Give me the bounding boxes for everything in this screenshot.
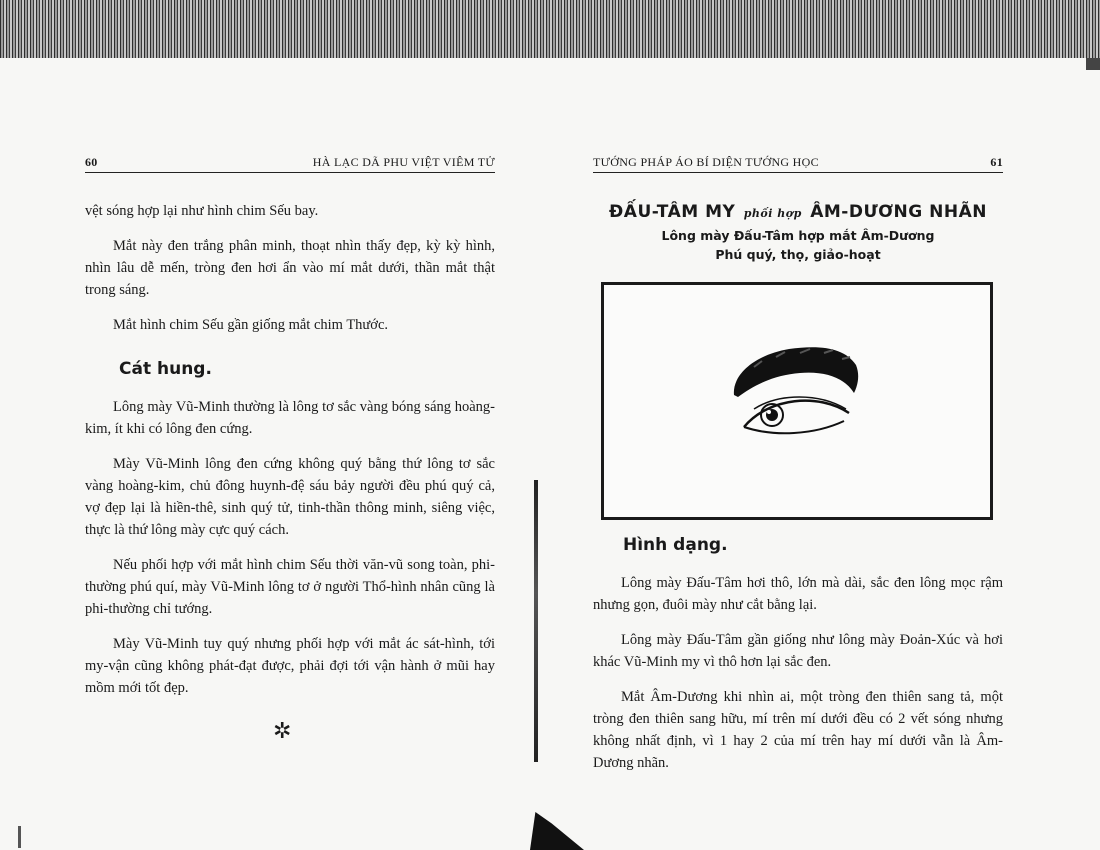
paragraph: Mắt hình chim Sếu gần giống mắt chim Thước. [113,317,389,333]
eyebrow-eye-illustration [604,285,990,517]
paragraph: Mày Vũ-Minh lông đen cứng không quý bằng thứ lông tơ sắc vàng hoàng-kim, chủ đông huynh-đệ sáu bảy người đều phú quý cả, vợ đẹp lại là hiền-thê, sinh quý tử, tinh-thần thông minh, siêng việc, thực là thứ lông mày cực quý cách. [85,456,495,538]
section-heading-hinh-dang: Hình dạng. [623,535,728,555]
chapter-subtitle-2: Phú quý, thọ, giảo-hoạt [715,247,881,262]
section-heading-cat-hung: Cát hung. [119,359,212,379]
spine-shadow [530,812,584,850]
right-running-head-title: TƯỚNG PHÁP ÁO BÍ DIỆN TƯỚNG HỌC [593,155,819,169]
paragraph: Lông mày Vũ-Minh thường là lông tơ sắc vàng bóng sáng hoàng-kim, ít khi có lông đen cứng. [85,399,495,437]
paragraph: Mày Vũ-Minh tuy quý nhưng phối hợp với mắt ác sát-hình, tới my-vận cũng không phát-đạt được, phải đợi tới vận hành ở mũi hay mồm mới tốt đẹp. [85,636,495,696]
title-part-1: ĐẤU-TÂM MY [609,202,736,222]
right-body-text [593,534,1003,787]
book-spine [534,480,538,762]
paragraph: vệt sóng hợp lại như hình chim Sếu bay. [85,203,319,219]
paragraph: Mắt Âm-Dương khi nhìn ai, một tròng đen thiên sang tả, một tròng đen thiên sang hữu, mí trên mí dưới đều có 2 vết sóng nhưng không nhất định, vì 1 hay 2 của mí trên hay mí dưới vẫn là Âm-Dương nhãn. [593,689,1003,771]
illustration-frame [601,282,993,520]
paragraph: Lông mày Đấu-Tâm gần giống như lông mày Đoản-Xúc và hơi khác Vũ-Minh my vì thô hơn lại sắc đen. [593,632,1003,670]
scan-edge-mark [18,826,21,848]
chapter-title [593,202,1003,222]
title-connector: phối hợp [743,207,802,220]
scan-corner-mark [1086,58,1100,70]
left-body-text [85,200,495,712]
left-running-head-title: HÀ LẠC DÃ PHU VIỆT VIÊM TỬ [312,155,495,169]
eye-fold-line [754,397,846,409]
eyebrow-drawing [734,347,858,397]
chapter-title-block [593,202,1003,262]
title-part-2: ÂM-DƯƠNG NHÃN [810,202,987,222]
left-page-number: 60 [85,155,98,169]
scan-top-edge [0,0,1100,58]
paragraph: Nếu phối hợp với mắt hình chim Sếu thời văn-vũ song toàn, phi-thường phú quí, mày Vũ-Minh lông tơ ở người Thổ-hình nhân cũng là phi-thường chỉ tướng. [85,557,495,617]
left-running-head [85,150,495,173]
paragraph: Lông mày Đấu-Tâm hơi thô, lớn mà dài, sắc đen lông mọc rậm nhưng gọn, đuôi mày như cắt bằng lại. [593,575,1003,613]
paragraph: Mắt này đen trắng phân minh, thoạt nhìn thấy đẹp, kỳ kỳ hình, nhìn lâu dễ mến, tròng đen hơi ẩn vào mí mắt dưới, thần mắt thật trong sáng. [85,238,495,298]
chapter-subtitle: Lông mày Đấu-Tâm hợp mắt Âm-Dương [661,228,935,243]
eye-lower-lid [744,421,844,433]
ornament-star: ✲ [273,718,292,743]
right-running-head [593,150,1003,173]
right-page-number: 61 [990,155,1003,169]
eye-upper-lid [744,401,849,427]
